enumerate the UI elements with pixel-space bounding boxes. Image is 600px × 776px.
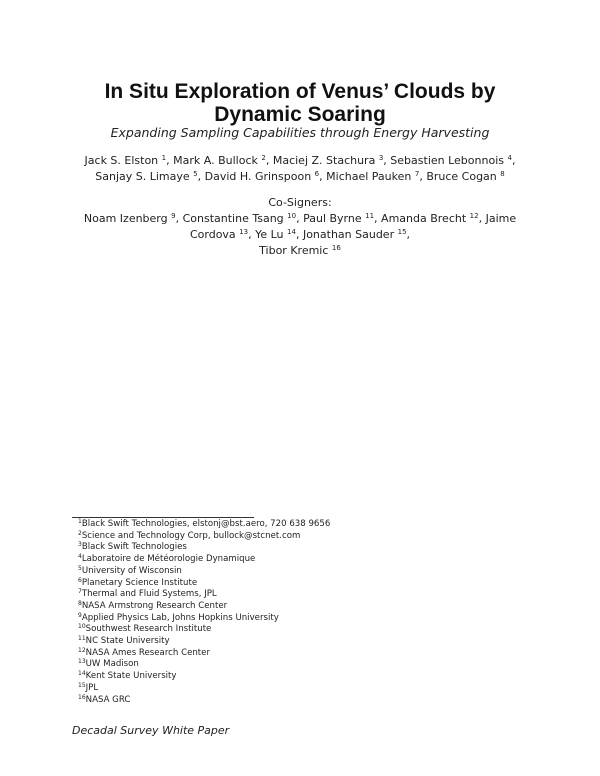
footnote: $^7$Thermal and Fluid Systems, JPL [78, 588, 217, 600]
cosigners-heading: Co-Signers: [268, 196, 332, 209]
footnote-list [78, 519, 478, 706]
cosigner: Jaime Cordova $^{13}$ [189, 212, 517, 241]
author: Jack S. Elston $^1$ [84, 154, 167, 167]
footnote: $^{13}$UW Madison [78, 658, 139, 670]
footnote: $^{15}$JPL [78, 681, 99, 693]
footnote: $^6$Planetary Science Institute [78, 576, 198, 588]
page-footer: Decadal Survey White Paper [72, 724, 230, 737]
cosigner: Constantine Tsang $^{10}$ [182, 212, 297, 225]
cosigner: Jonathan Sauder $^{15}$ [302, 228, 407, 241]
cosigner: Noam Izenberg $^9$ [83, 212, 176, 225]
footnote: $^{11}$NC State University [78, 635, 170, 647]
author: Maciej Z. Stachura $^3$ [272, 154, 384, 167]
title-line-1: In Situ Exploration of Venus’ Clouds by [104, 80, 496, 104]
author-list: Jack S. Elston $^1$, Mark A. Bullock $^2$, Maciej Z. Stachura $^3$, Sebastien Lebonnois $^4$, Sanjay S. Limaye $^5$, David H. Grinspoon $^6$, Michael Pauken $^7$, Bruce Cogan $^8$ [84, 154, 516, 183]
title-line-2: Dynamic Soaring [214, 103, 386, 127]
footnote: $^2$Science and Technology Corp, bullock@stcnet.com [78, 529, 301, 541]
cosigner-list: Co-Signers: Noam Izenberg $^9$, Constantine Tsang $^{10}$, Paul Byrne $^{11}$, Amanda Brecht $^{12}$, Jaime Cordova $^{13}$, Ye Lu $^{14}$, Jonathan Sauder $^{15}$, Tibor Kremic $^{16}$ [66, 195, 534, 259]
paper-subtitle: Expanding Sampling Capabilities through Energy Harvesting [110, 125, 490, 140]
cosigner: Paul Byrne $^{11}$ [303, 212, 375, 225]
footnote: $^{16}$NASA GRC [78, 693, 131, 705]
author: Michael Pauken $^7$ [326, 170, 420, 183]
footnote: $^9$Applied Physics Lab, Johns Hopkins University [78, 611, 279, 623]
footnote: $^4$Laboratoire de Météorologie Dynamique [78, 553, 256, 565]
author: Sanjay S. Limaye $^5$ [95, 170, 198, 183]
footnote: $^3$Black Swift Technologies [78, 541, 187, 553]
footnote: $^{12}$NASA Ames Research Center [78, 646, 210, 658]
author: Mark A. Bullock $^2$ [173, 154, 266, 167]
author: Sebastien Lebonnois $^4$ [390, 154, 512, 167]
author: David H. Grinspoon $^6$ [204, 170, 320, 183]
footnote: $^1$Black Swift Technologies, elstonj@bst.aero, 720 638 9656 [78, 518, 331, 529]
footnote: $^{10}$Southwest Research Institute [78, 623, 212, 635]
author: Bruce Cogan $^8$ [426, 170, 505, 183]
footnote: $^{14}$Kent State University [78, 670, 177, 682]
cosigner: Tibor Kremic $^{16}$ [259, 244, 341, 257]
cosigner: Amanda Brecht $^{12}$ [381, 212, 479, 225]
footnote: $^8$NASA Armstrong Research Center [78, 599, 228, 611]
paper-title [0, 80, 600, 126]
footnote-divider [72, 517, 254, 518]
footnote: $^5$University of Wisconsin [78, 564, 182, 576]
cosigner: Ye Lu $^{14}$ [255, 228, 296, 241]
